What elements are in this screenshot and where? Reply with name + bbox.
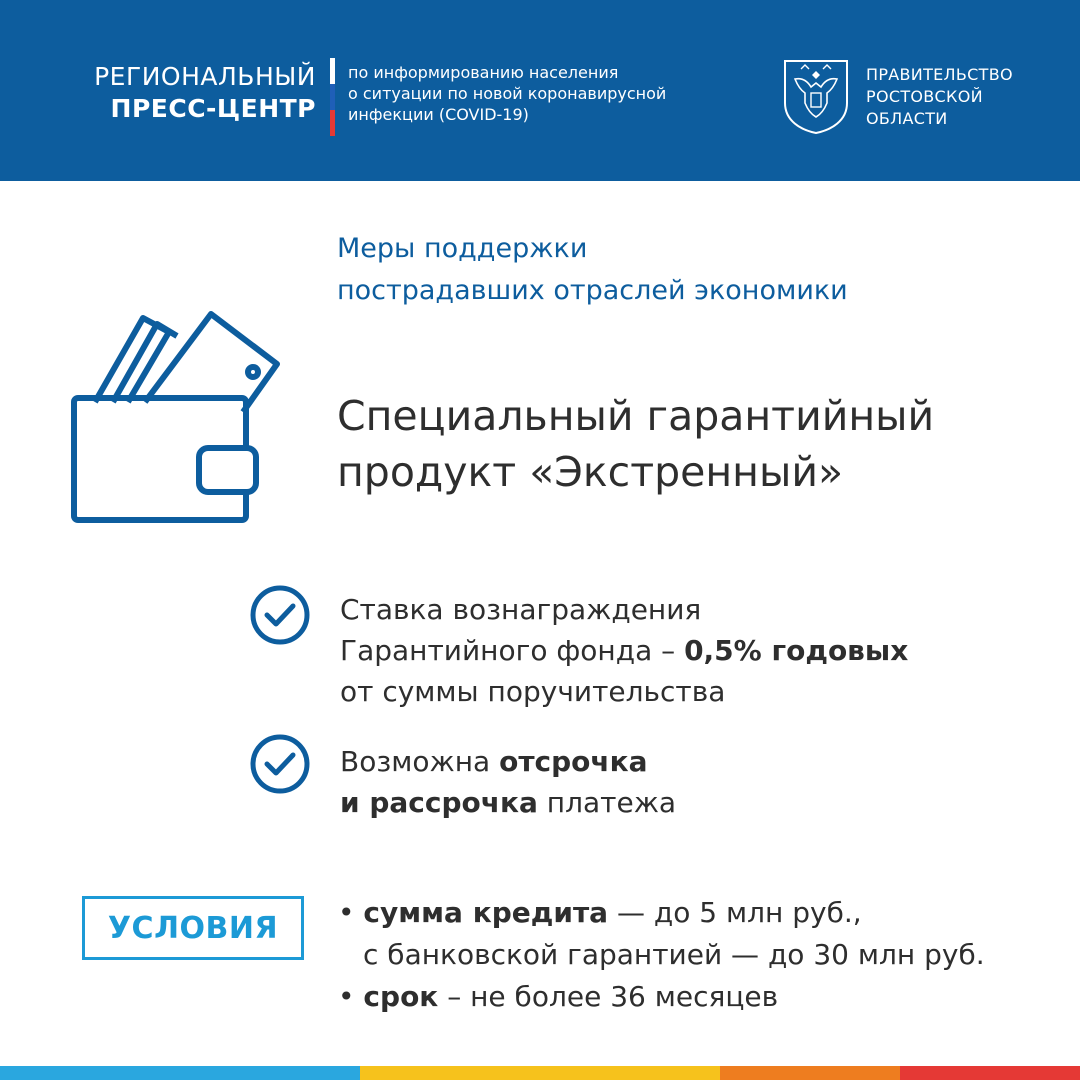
subtitle-line-2: пострадавших отраслей экономики <box>337 275 848 306</box>
benefit-deferral-line-1 <box>340 741 676 782</box>
benefit-rate-line-1: Ставка вознаграждения <box>340 593 702 626</box>
benefit-deferral-text: Возможна <box>340 745 500 778</box>
benefit-rate-text: Гарантийного фонда – <box>340 634 685 667</box>
subtitle <box>337 228 848 312</box>
gov-line-2: РОСТОВСКОЙ <box>866 87 983 106</box>
benefit-deferral <box>340 741 676 823</box>
page-title <box>337 388 934 500</box>
desc-line-1: по информированию населения <box>348 63 619 82</box>
bullet: • <box>338 896 355 929</box>
gov-line-3: ОБЛАСТИ <box>866 109 948 128</box>
desc-line-3: инфекции (COVID-19) <box>348 105 529 124</box>
logo-line-press-center: ПРЕСС-ЦЕНТР <box>110 94 316 123</box>
benefit-rate-value: 0,5% годовых <box>684 634 909 667</box>
subtitle-line-1: Меры поддержки <box>337 233 588 264</box>
coat-of-arms-icon <box>781 57 851 136</box>
press-center-description <box>348 62 666 125</box>
color-stripe-bar <box>0 1066 1080 1080</box>
desc-line-2: о ситуации по новой коронавирусной <box>348 84 667 103</box>
bullet: • <box>338 980 355 1013</box>
condition-credit-amount <box>338 892 985 934</box>
benefit-installment-text: платежа <box>537 786 677 819</box>
condition-term-label: срок <box>363 980 439 1013</box>
benefit-rate-line-3: от суммы поручительства <box>340 675 726 708</box>
title-line-1: Специальный гарантийный <box>337 392 935 440</box>
condition-guarantee: с банковской гарантией — до 30 млн руб. <box>363 938 985 971</box>
condition-term-value: – не более 36 месяцев <box>438 980 779 1013</box>
press-center-logo <box>94 62 316 126</box>
logo-line-regional: РЕГИОНАЛЬНЫЙ <box>94 62 316 91</box>
benefit-deferral-bold: отсрочка <box>499 745 648 778</box>
check-circle-icon <box>249 733 311 795</box>
russian-flag-stripe <box>330 58 335 136</box>
condition-credit-label: сумма кредита <box>363 896 609 929</box>
check-circle-icon <box>249 584 311 646</box>
header-banner <box>0 0 1080 181</box>
wallet-icon <box>65 300 285 530</box>
gov-line-1: ПРАВИТЕЛЬСТВО <box>866 65 1013 84</box>
condition-credit-value: — до 5 млн руб., <box>608 896 862 929</box>
conditions-label: УСЛОВИЯ <box>82 896 304 960</box>
benefit-installment-bold: и рассрочка <box>340 786 538 819</box>
conditions-list <box>338 892 985 1018</box>
benefit-rate <box>340 589 908 712</box>
title-line-2: продукт «Экстренный» <box>337 448 844 496</box>
condition-term <box>338 976 985 1018</box>
benefit-rate-line-2 <box>340 630 908 671</box>
benefit-deferral-line-2 <box>340 782 676 823</box>
government-title <box>866 64 1013 130</box>
